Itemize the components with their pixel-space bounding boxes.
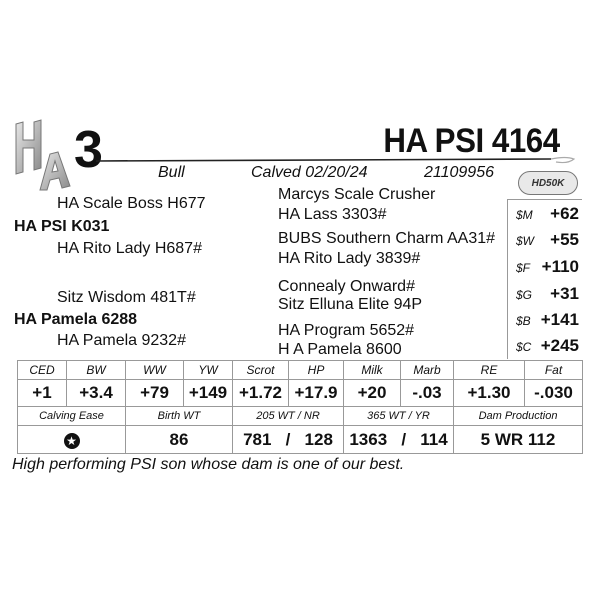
dollar-index-row (508, 255, 583, 281)
dollar-index-row (508, 308, 583, 334)
epd-value-row (18, 380, 583, 407)
dam: HA Pamela 6288 (14, 311, 138, 328)
sire-sire-sire: Marcys Scale Crusher (278, 186, 436, 203)
sire-dam-sire: BUBS Southern Charm AA31# (278, 230, 496, 247)
epd-value: +1.30 (454, 380, 525, 407)
epd-value: -.030 (525, 380, 583, 407)
slash: / (285, 429, 291, 449)
lot-comment: High performing PSI son whose dam is one of our best. (12, 456, 405, 473)
epd-value: +1 (18, 380, 67, 407)
epd-value: +1.72 (233, 380, 289, 407)
epd-header-row (18, 361, 583, 380)
nr-number: 128 (304, 429, 333, 449)
wt205-header: 205 WT / NR (233, 407, 344, 426)
registration-number: 21109956 (424, 164, 494, 181)
epd-header: HP (289, 361, 344, 380)
sire: HA PSI K031 (14, 218, 110, 235)
dollar-index-label: $F (516, 261, 531, 275)
sire-dam-dam: HA Rito Lady 3839# (278, 250, 421, 267)
epd-value: +149 (184, 380, 233, 407)
calving-ease-value (18, 426, 126, 454)
dollar-index-value: +62 (550, 204, 579, 223)
dollar-index-box (507, 199, 582, 359)
epd-header: Fat (525, 361, 583, 380)
performance-value-row (18, 426, 583, 454)
star-icon: ★ (64, 433, 80, 449)
epd-header: CED (18, 361, 67, 380)
dollar-index-label: $M (516, 208, 533, 222)
calved-date: Calved 02/20/24 (251, 164, 368, 181)
ha-logo-icon (14, 118, 76, 192)
dam-dam-sire: HA Program 5652# (278, 322, 415, 339)
wt365-value (344, 426, 454, 454)
wt205-value (233, 426, 344, 454)
genomic-badge: HD50K (518, 171, 578, 195)
dollar-index-value: +31 (550, 284, 579, 303)
epd-table (17, 360, 583, 454)
epd-header: WW (126, 361, 184, 380)
dam-sire: Sitz Wisdom 481T# (57, 289, 196, 306)
sire-dam: HA Rito Lady H687# (57, 240, 202, 257)
yr-number: 114 (420, 429, 448, 449)
dam-sire-sire: Connealy Onward# (278, 278, 415, 295)
lot-number: 3 (74, 121, 102, 179)
epd-value: -.03 (401, 380, 454, 407)
birth-wt-header: Birth WT (126, 407, 233, 426)
dollar-index-label: $B (516, 314, 531, 328)
dam-dam: HA Pamela 9232# (57, 332, 186, 349)
dollar-index-value: +245 (540, 336, 579, 355)
wt365-number: 1363 (349, 429, 388, 449)
wt365-header: 365 WT / YR (344, 407, 454, 426)
epd-value: +17.9 (289, 380, 344, 407)
dam-production-header: Dam Production (454, 407, 583, 426)
epd-value: +79 (126, 380, 184, 407)
epd-header: Marb (401, 361, 454, 380)
sex: Bull (158, 164, 185, 181)
dam-production-value: 5 WR 112 (454, 426, 583, 454)
animal-name: HA PSI 4164 (383, 122, 560, 160)
epd-header: BW (67, 361, 126, 380)
dollar-index-value: +55 (550, 230, 579, 249)
wt205-number: 781 (243, 429, 272, 449)
performance-header-row (18, 407, 583, 426)
sire-sire-dam: HA Lass 3303# (278, 206, 387, 223)
dollar-index-row (508, 282, 583, 308)
dollar-index-label: $C (516, 340, 532, 354)
epd-value: +20 (344, 380, 401, 407)
epd-header: RE (454, 361, 525, 380)
dollar-index-label: $W (516, 234, 534, 248)
slash: / (401, 429, 407, 449)
dollar-index-row (508, 202, 583, 228)
calving-ease-header: Calving Ease (18, 407, 126, 426)
birth-wt-value: 86 (126, 426, 233, 454)
dam-sire-dam: Sitz Elluna Elite 94P (278, 296, 423, 313)
epd-value: +3.4 (67, 380, 126, 407)
epd-header: YW (184, 361, 233, 380)
dollar-index-value: +141 (540, 310, 579, 329)
dollar-index-label: $G (516, 288, 533, 302)
epd-header: Scrot (233, 361, 289, 380)
sire-sire: HA Scale Boss H677 (57, 195, 206, 212)
dam-dam-dam: H A Pamela 8600 (278, 341, 402, 358)
dollar-index-row (508, 334, 583, 360)
dollar-index-value: +110 (541, 257, 579, 276)
epd-header: Milk (344, 361, 401, 380)
dollar-index-row (508, 228, 583, 254)
